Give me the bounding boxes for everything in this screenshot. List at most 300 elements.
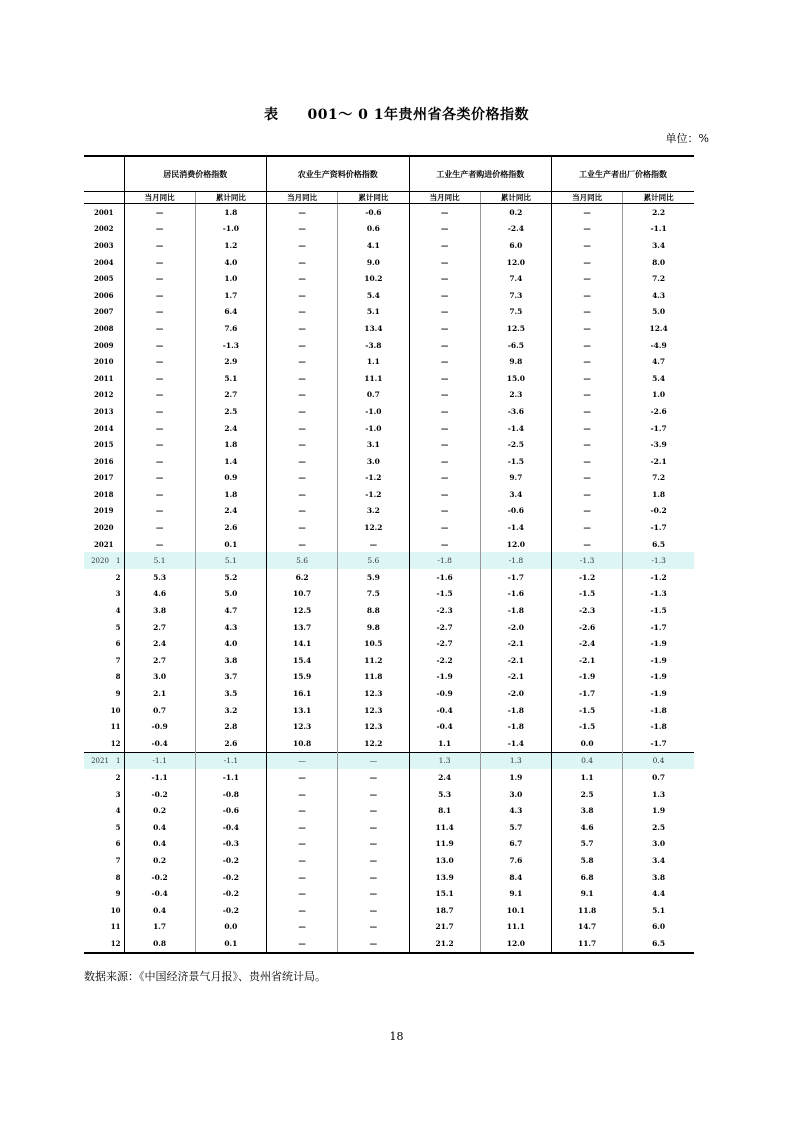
value-cell: -1.9 [623, 652, 694, 669]
month-label: 9 [115, 889, 121, 899]
table-row [84, 387, 694, 404]
month-label: 3 [115, 789, 121, 799]
value-cell: 15.0 [480, 370, 551, 387]
value-cell: 4.6 [124, 586, 195, 603]
value-cell: 5.4 [623, 370, 694, 387]
value-cell: 0.8 [124, 935, 195, 953]
value-cell: 0.0 [195, 919, 266, 936]
value-cell: — [267, 304, 338, 321]
value-cell: 18.7 [409, 902, 480, 919]
value-cell: -1.7 [623, 619, 694, 636]
value-cell: 11.2 [338, 652, 409, 669]
value-cell: 6.8 [552, 869, 623, 886]
table-row [84, 919, 694, 936]
value-cell: 4.3 [195, 619, 266, 636]
value-cell: 11.8 [552, 902, 623, 919]
year-label: 2015 [94, 440, 114, 450]
table-row [84, 885, 694, 902]
table-row [84, 304, 694, 321]
value-cell: -6.5 [480, 337, 551, 354]
table-row [84, 436, 694, 453]
period-cell [84, 586, 124, 603]
value-cell: -1.4 [480, 420, 551, 437]
value-cell: 3.8 [552, 802, 623, 819]
month-label: 7 [115, 855, 121, 865]
value-cell: 1.2 [195, 237, 266, 254]
year-label: 2009 [94, 340, 114, 350]
value-cell: — [124, 503, 195, 520]
value-cell: 14.7 [552, 919, 623, 936]
value-cell: — [338, 536, 409, 553]
value-cell: -1.5 [552, 702, 623, 719]
value-cell: 12.2 [338, 735, 409, 752]
value-cell: 1.8 [195, 486, 266, 503]
value-cell: — [124, 270, 195, 287]
value-cell: -0.6 [480, 503, 551, 520]
value-cell: -1.8 [480, 702, 551, 719]
group-header-agri: 农业生产资料价格指数 [267, 156, 410, 192]
value-cell: — [552, 320, 623, 337]
value-cell: 5.1 [195, 370, 266, 387]
value-cell: 3.2 [195, 702, 266, 719]
value-cell: -0.4 [124, 885, 195, 902]
value-cell: 0.4 [623, 752, 694, 769]
value-cell: 8.0 [623, 254, 694, 271]
value-cell: 2.6 [195, 735, 266, 752]
table-row [84, 702, 694, 719]
value-cell: -2.1 [480, 669, 551, 686]
page-number: 18 [389, 1030, 404, 1043]
value-cell: 13.1 [267, 702, 338, 719]
value-cell: 3.2 [338, 503, 409, 520]
value-cell: 12.5 [267, 602, 338, 619]
table-row [84, 420, 694, 437]
value-cell: -1.9 [623, 635, 694, 652]
value-cell: — [409, 337, 480, 354]
value-cell: -2.0 [480, 619, 551, 636]
table-row [84, 221, 694, 238]
period-cell [84, 304, 124, 321]
value-cell: 1.8 [195, 204, 266, 221]
sub-header-monthly: 当月同比 [552, 192, 623, 204]
value-cell: 2.7 [124, 619, 195, 636]
value-cell: 4.7 [195, 602, 266, 619]
value-cell: 4.7 [623, 353, 694, 370]
value-cell: 8.8 [338, 602, 409, 619]
table-row [84, 635, 694, 652]
value-cell: 1.7 [124, 919, 195, 936]
value-cell: — [552, 304, 623, 321]
value-cell: 5.1 [623, 902, 694, 919]
value-cell: — [267, 752, 338, 769]
value-cell: — [409, 353, 480, 370]
month-label: 6 [115, 639, 121, 649]
period-cell [84, 337, 124, 354]
period-cell [84, 635, 124, 652]
value-cell: 11.1 [480, 919, 551, 936]
value-cell: — [409, 519, 480, 536]
table-row [84, 569, 694, 586]
value-cell: -1.8 [623, 702, 694, 719]
table-row [84, 370, 694, 387]
value-cell: -1.2 [552, 569, 623, 586]
table-row [84, 519, 694, 536]
value-cell: 11.4 [409, 819, 480, 836]
value-cell: 1.4 [195, 453, 266, 470]
period-cell [84, 436, 124, 453]
value-cell: — [124, 304, 195, 321]
value-cell: 0.2 [124, 852, 195, 869]
value-cell: — [267, 769, 338, 786]
value-cell: 1.9 [480, 769, 551, 786]
value-cell: — [552, 387, 623, 404]
value-cell: -1.7 [623, 735, 694, 752]
value-cell: 9.1 [552, 885, 623, 902]
period-cell [84, 237, 124, 254]
year-label: 2018 [94, 489, 114, 499]
value-cell: -2.1 [480, 652, 551, 669]
value-cell: — [552, 436, 623, 453]
month-label: 2 [115, 772, 121, 782]
value-cell: 2.4 [195, 503, 266, 520]
sub-header-cumulative: 累计同比 [623, 192, 694, 204]
year-label: 2013 [94, 406, 114, 416]
value-cell: 2.7 [124, 652, 195, 669]
year-label: 2019 [94, 506, 114, 516]
value-cell: -0.9 [124, 718, 195, 735]
year-label: 2004 [94, 257, 114, 267]
value-cell: — [267, 420, 338, 437]
value-cell: -1.6 [409, 569, 480, 586]
value-cell: 3.8 [623, 869, 694, 886]
month-label: 4 [115, 606, 121, 616]
period-cell [84, 370, 124, 387]
value-cell: 15.9 [267, 669, 338, 686]
period-cell [84, 718, 124, 735]
year-label: 2011 [94, 373, 114, 383]
value-cell: 2.9 [195, 353, 266, 370]
value-cell: — [338, 769, 409, 786]
period-cell [84, 852, 124, 869]
year-label: 2006 [94, 290, 114, 300]
value-cell: -0.6 [195, 802, 266, 819]
value-cell: 2.6 [195, 519, 266, 536]
value-cell: — [338, 819, 409, 836]
value-cell: 12.0 [480, 536, 551, 553]
value-cell: — [267, 387, 338, 404]
value-cell: -0.2 [195, 902, 266, 919]
period-cell [84, 353, 124, 370]
value-cell: — [409, 387, 480, 404]
table-row [84, 403, 694, 420]
value-cell: 0.1 [195, 536, 266, 553]
value-cell: 5.3 [409, 786, 480, 803]
month-label: 8 [115, 672, 121, 682]
sub-header-cumulative: 累计同比 [195, 192, 266, 204]
value-cell: -0.2 [623, 503, 694, 520]
month-label: 9 [115, 689, 121, 699]
value-cell: 10.8 [267, 735, 338, 752]
value-cell: -0.4 [124, 735, 195, 752]
month-label: 5 [115, 822, 121, 832]
table-row [84, 453, 694, 470]
value-cell: 5.6 [267, 552, 338, 569]
value-cell: -1.8 [480, 718, 551, 735]
value-cell: 6.5 [623, 935, 694, 953]
period-cell [84, 519, 124, 536]
value-cell: -1.1 [195, 752, 266, 769]
month-label: 7 [115, 655, 121, 665]
year-label: 2003 [94, 240, 114, 250]
value-cell: -1.5 [552, 718, 623, 735]
month-label: 4 [115, 806, 121, 816]
value-cell: 4.4 [623, 885, 694, 902]
value-cell: 7.2 [623, 470, 694, 487]
value-cell: — [552, 453, 623, 470]
table-row [84, 552, 694, 569]
value-cell: — [267, 353, 338, 370]
year-label: 2002 [94, 224, 114, 234]
value-cell: — [552, 486, 623, 503]
period-cell [84, 802, 124, 819]
value-cell: -1.3 [623, 586, 694, 603]
year-label: 2012 [94, 390, 114, 400]
value-cell: -0.4 [195, 819, 266, 836]
sub-header-cumulative: 累计同比 [480, 192, 551, 204]
period-cell [84, 836, 124, 853]
value-cell: -4.9 [623, 337, 694, 354]
value-cell: -0.2 [124, 869, 195, 886]
value-cell: — [409, 221, 480, 238]
value-cell: 21.7 [409, 919, 480, 936]
value-cell: 5.1 [338, 304, 409, 321]
period-cell [84, 569, 124, 586]
value-cell: — [267, 320, 338, 337]
value-cell: 4.0 [195, 254, 266, 271]
value-cell: -2.6 [623, 403, 694, 420]
value-cell: — [267, 204, 338, 221]
value-cell: -2.1 [552, 652, 623, 669]
table-row [84, 769, 694, 786]
value-cell: — [338, 869, 409, 886]
period-cell [84, 420, 124, 437]
value-cell: -0.2 [195, 852, 266, 869]
table-row [84, 852, 694, 869]
value-cell: -2.7 [409, 619, 480, 636]
value-cell: 12.3 [338, 685, 409, 702]
value-cell: 12.2 [338, 519, 409, 536]
table-row [84, 819, 694, 836]
group-header-row [84, 156, 694, 192]
value-cell: -1.0 [195, 221, 266, 238]
value-cell: 7.3 [480, 287, 551, 304]
year-label: 2020 [91, 556, 109, 565]
value-cell: 3.7 [195, 669, 266, 686]
value-cell: -2.7 [409, 635, 480, 652]
month-label: 10 [110, 705, 121, 715]
value-cell: -1.5 [409, 586, 480, 603]
value-cell: 9.8 [480, 353, 551, 370]
value-cell: 2.4 [124, 635, 195, 652]
value-cell: — [338, 802, 409, 819]
value-cell: 7.5 [480, 304, 551, 321]
period-cell [84, 702, 124, 719]
table-row [84, 254, 694, 271]
value-cell: 9.1 [480, 885, 551, 902]
value-cell: 2.5 [552, 786, 623, 803]
value-cell: 0.2 [480, 204, 551, 221]
value-cell: 5.0 [195, 586, 266, 603]
value-cell: -1.4 [480, 519, 551, 536]
value-cell: -0.6 [338, 204, 409, 221]
value-cell: 21.2 [409, 935, 480, 953]
value-cell: — [124, 470, 195, 487]
value-cell: 7.4 [480, 270, 551, 287]
value-cell: 6.0 [623, 919, 694, 936]
value-cell: 11.7 [552, 935, 623, 953]
value-cell: 12.3 [338, 718, 409, 735]
value-cell: -2.3 [409, 602, 480, 619]
value-cell: — [552, 519, 623, 536]
value-cell: 0.0 [552, 735, 623, 752]
value-cell: — [267, 470, 338, 487]
value-cell: — [124, 436, 195, 453]
value-cell: -2.1 [623, 453, 694, 470]
value-cell: 1.1 [552, 769, 623, 786]
value-cell: -0.3 [195, 836, 266, 853]
value-cell: -3.9 [623, 436, 694, 453]
value-cell: 1.0 [195, 270, 266, 287]
value-cell: 5.6 [338, 552, 409, 569]
value-cell: -2.1 [480, 635, 551, 652]
value-cell: 10.2 [338, 270, 409, 287]
value-cell: — [338, 836, 409, 853]
value-cell: 1.7 [195, 287, 266, 304]
value-cell: -1.9 [552, 669, 623, 686]
value-cell: 2.5 [623, 819, 694, 836]
value-cell: -2.5 [480, 436, 551, 453]
month-label: 11 [110, 722, 121, 732]
table-row [84, 353, 694, 370]
value-cell: — [267, 287, 338, 304]
value-cell: 0.9 [195, 470, 266, 487]
value-cell: — [552, 204, 623, 221]
value-cell: 5.7 [480, 819, 551, 836]
value-cell: 4.0 [195, 635, 266, 652]
value-cell: 13.9 [409, 869, 480, 886]
value-cell: — [338, 919, 409, 936]
value-cell: — [552, 337, 623, 354]
value-cell: — [124, 387, 195, 404]
value-cell: 1.8 [623, 486, 694, 503]
value-cell: — [409, 436, 480, 453]
value-cell: — [409, 453, 480, 470]
value-cell: 8.1 [409, 802, 480, 819]
value-cell: — [267, 536, 338, 553]
value-cell: 12.0 [480, 254, 551, 271]
value-cell: 0.1 [195, 935, 266, 953]
value-cell: 4.6 [552, 819, 623, 836]
value-cell: — [409, 370, 480, 387]
value-cell: -0.8 [195, 786, 266, 803]
value-cell: -0.2 [195, 869, 266, 886]
value-cell: 6.7 [480, 836, 551, 853]
table-row [84, 337, 694, 354]
value-cell: -1.7 [480, 569, 551, 586]
value-cell: 15.4 [267, 652, 338, 669]
value-cell: 3.4 [480, 486, 551, 503]
value-cell: 2.1 [124, 685, 195, 702]
month-label: 12 [110, 938, 121, 948]
value-cell: — [338, 885, 409, 902]
value-cell: 11.1 [338, 370, 409, 387]
value-cell: — [124, 254, 195, 271]
value-cell: 12.5 [480, 320, 551, 337]
table-row [84, 237, 694, 254]
month-label: 6 [115, 839, 121, 849]
value-cell: — [267, 786, 338, 803]
sub-header-monthly: 当月同比 [267, 192, 338, 204]
value-cell: 0.4 [124, 819, 195, 836]
value-cell: — [409, 304, 480, 321]
value-cell: — [409, 254, 480, 271]
value-cell: -0.4 [409, 718, 480, 735]
value-cell: 7.5 [338, 586, 409, 603]
value-cell: 7.2 [623, 270, 694, 287]
value-cell: 3.8 [195, 652, 266, 669]
value-cell: — [124, 403, 195, 420]
sub-header-monthly: 当月同比 [409, 192, 480, 204]
table-row [84, 669, 694, 686]
value-cell: 3.8 [124, 602, 195, 619]
value-cell: — [409, 403, 480, 420]
value-cell: -1.2 [623, 569, 694, 586]
period-cell [84, 536, 124, 553]
value-cell: 5.1 [124, 552, 195, 569]
value-cell: — [124, 221, 195, 238]
table-row [84, 935, 694, 953]
sub-header-monthly: 当月同比 [124, 192, 195, 204]
value-cell: 12.4 [623, 320, 694, 337]
period-cell [84, 769, 124, 786]
value-cell: 7.6 [195, 320, 266, 337]
table-row [84, 786, 694, 803]
value-cell: -1.1 [124, 769, 195, 786]
value-cell: 0.2 [124, 802, 195, 819]
value-cell: — [124, 287, 195, 304]
period-cell [84, 221, 124, 238]
year-label: 2008 [94, 323, 114, 333]
value-cell: 5.0 [623, 304, 694, 321]
value-cell: 3.0 [623, 836, 694, 853]
value-cell: — [267, 503, 338, 520]
value-cell: — [124, 353, 195, 370]
value-cell: 2.8 [195, 718, 266, 735]
value-cell: 0.7 [338, 387, 409, 404]
period-cell [84, 935, 124, 953]
value-cell: 3.4 [623, 852, 694, 869]
value-cell: 1.9 [623, 802, 694, 819]
value-cell: -1.1 [124, 752, 195, 769]
value-cell: -1.3 [623, 552, 694, 569]
period-cell [84, 270, 124, 287]
value-cell: — [267, 370, 338, 387]
value-cell: 5.4 [338, 287, 409, 304]
year-label: 2005 [94, 274, 114, 284]
value-cell: 1.1 [338, 353, 409, 370]
value-cell: -1.7 [623, 519, 694, 536]
group-header-purchase: 工业生产者购进价格指数 [409, 156, 552, 192]
